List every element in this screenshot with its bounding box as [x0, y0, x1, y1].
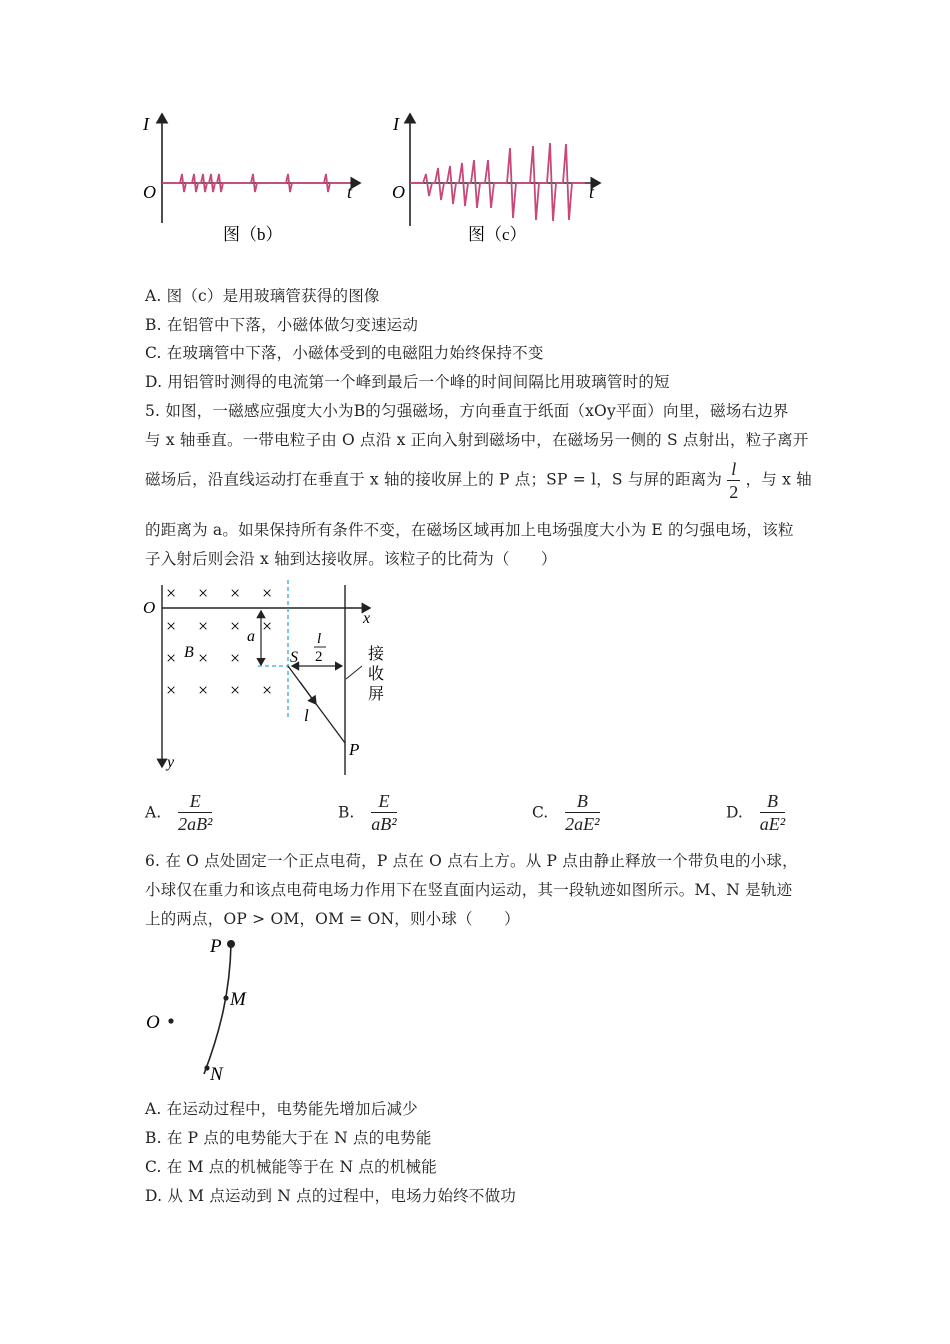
origin-label: O — [143, 598, 156, 617]
q5-option-a — [145, 790, 212, 835]
cross: × — [166, 680, 177, 700]
trajectory-arrow — [300, 682, 316, 704]
q4-option-d: D. 用铝管时测得的电流第一个峰到最后一个峰的时间间隔比用玻璃管时的短 — [145, 373, 670, 391]
figure-c — [385, 108, 625, 258]
option-num: B — [565, 790, 599, 813]
cross: × — [230, 583, 241, 603]
point-n — [204, 1065, 209, 1070]
q5-line-3 — [145, 458, 812, 503]
cross: × — [230, 680, 241, 700]
q6-option-d: D. 从 M 点运动到 N 点的过程中，电场力始终不做功 — [145, 1187, 516, 1205]
cross: × — [262, 583, 273, 603]
origin-label: O — [392, 182, 405, 202]
charge-o — [168, 1018, 173, 1023]
m-label: M — [230, 989, 246, 1010]
option-label: D. — [726, 803, 743, 822]
q5-line-2: 与 x 轴垂直。一带电粒子由 O 点沿 x 正向入射到磁场中，在磁场另一侧的 S 点射出，粒子离开 — [145, 431, 809, 449]
q5-figure — [140, 575, 400, 780]
magnetic-field-crosses — [166, 583, 272, 700]
half-l-den: 2 — [315, 649, 323, 665]
s-label: S — [290, 649, 298, 666]
cross: × — [166, 583, 177, 603]
b-label: B — [184, 644, 194, 661]
q5-line-5: 子入射后则会沿 x 轴到达接收屏。该粒子的比荷为（ ） — [145, 550, 557, 568]
cross: × — [230, 648, 241, 668]
q6-option-c: C. 在 M 点的机械能等于在 N 点的机械能 — [145, 1158, 437, 1176]
point-p — [227, 940, 235, 948]
q6-figure — [140, 932, 270, 1087]
cross: × — [198, 616, 209, 636]
n-label: N — [210, 1064, 223, 1085]
origin-label: O — [143, 182, 156, 202]
q6-option-a: A. 在运动过程中，电势能先增加后减少 — [145, 1100, 418, 1118]
point-m — [223, 995, 228, 1000]
cross: × — [166, 616, 177, 636]
cross: × — [198, 583, 209, 603]
cross: × — [198, 648, 209, 668]
option-num: B — [760, 790, 785, 813]
ball-trajectory — [204, 944, 231, 1074]
caption-b: 图（b） — [223, 225, 283, 244]
screen-pointer — [346, 666, 362, 679]
q6-line-1: 6. 在 O 点处固定一个正点电荷，P 点在 O 点右上方。从 P 点由静止释放一个带负电的小球， — [145, 852, 798, 870]
l-over-2 — [727, 458, 740, 503]
cross: × — [262, 680, 273, 700]
trajectory-sp — [288, 666, 345, 743]
q5-option-b — [338, 790, 397, 835]
caption-c: 图（c） — [468, 225, 527, 244]
q5-line-1: 5. 如图，一磁感应强度大小为B的匀强磁场，方向垂直于纸面（xOy平面）向里，磁场右边界 — [145, 402, 789, 420]
option-den: 2aB² — [178, 814, 213, 834]
cross: × — [230, 616, 241, 636]
q4-option-a: A. 图（c）是用玻璃管获得的图像 — [145, 287, 380, 305]
p-label: P — [210, 936, 222, 957]
a-label: a — [247, 628, 255, 645]
q5-line-3b: ，与 x 轴 — [745, 470, 812, 489]
q4-option-b: B. 在铝管中下落，小磁体做匀变速运动 — [145, 316, 419, 334]
p-label: P — [349, 740, 360, 759]
o-label: O — [146, 1012, 160, 1033]
option-label: A. — [145, 803, 162, 822]
q5-line-4: 的距离为 a。如果保持所有条件不变，在磁场区域再加上电场强度大小为 E 的匀强电场，该粒 — [145, 521, 794, 539]
x-label: x — [363, 610, 371, 627]
option-den: aB² — [371, 814, 397, 834]
q6-line-3: 上的两点，OP > OM，OM = ON，则小球（ ） — [145, 910, 520, 928]
cross: × — [198, 680, 209, 700]
screen-label-1: 接 — [368, 646, 385, 663]
screen-label-3: 屏 — [368, 686, 385, 703]
l-label: l — [304, 706, 309, 725]
y-label: y — [167, 754, 175, 771]
figure-b — [135, 108, 375, 258]
q6-option-b: B. 在 P 点的电势能大于在 N 点的电势能 — [145, 1129, 432, 1147]
axis-label-t: t — [589, 182, 595, 202]
q5-line-3a: 磁场后，沿直线运动打在垂直于 x 轴的接收屏上的 P 点；SP = l，S 与屏的距离为 — [145, 470, 723, 489]
q6-line-2: 小球仅在重力和该点电荷电场力作用下在竖直面内运动，其一段轨迹如图所示。M、N 是轨迹 — [145, 881, 793, 899]
axis-label-i: I — [393, 114, 399, 134]
q5-option-c — [532, 790, 600, 835]
half-l-num: l — [317, 631, 322, 647]
axis-label-i: I — [143, 114, 149, 134]
cross: × — [262, 616, 273, 636]
q4-option-c: C. 在玻璃管中下落，小磁体受到的电磁阻力始终保持不变 — [145, 344, 544, 362]
option-den: 2aE² — [565, 814, 600, 834]
option-num: E — [178, 790, 212, 813]
q5-option-d — [726, 790, 785, 835]
option-num: E — [371, 790, 396, 813]
frac-num: l — [727, 458, 740, 481]
option-den: aE² — [759, 814, 786, 834]
current-signal-c — [410, 143, 585, 221]
cross: × — [166, 648, 177, 668]
screen-label-2: 收 — [368, 666, 385, 683]
frac-den: 2 — [729, 482, 739, 502]
option-label: C. — [532, 803, 549, 822]
axis-label-t: t — [347, 182, 353, 202]
option-label: B. — [338, 803, 355, 822]
